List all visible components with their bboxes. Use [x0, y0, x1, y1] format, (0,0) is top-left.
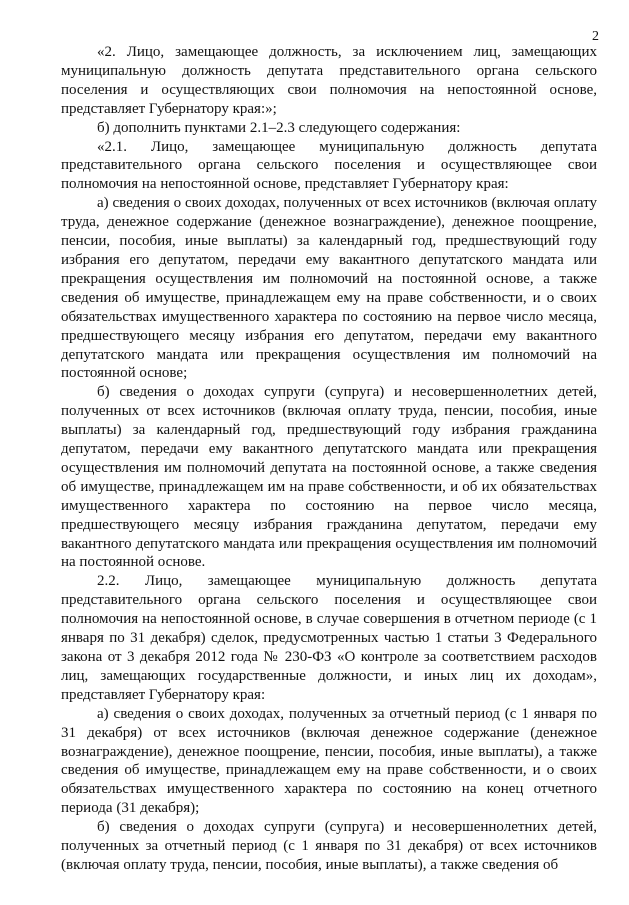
page-number: 2	[592, 29, 599, 44]
paragraph-clause-2-1: «2.1. Лицо, замещающее муниципальную должность депутата представительного органа сельского поселения и осуществляющее свои полномочия на непостоянной основе, представляет Губернатору края:	[61, 138, 597, 193]
paragraph-clause-2-2: 2.2. Лицо, замещающее муниципальную должность депутата представительного органа сельского поселения и осуществляющее свои полномочия на непостоянной основе, в случае совершения в отчетном периоде (с 1 января по 31 декабря) сделок, предусмотренных частью 1 статьи 3 Федерального закона от 3 декабря 2012 года № 230-ФЗ «О контроле за соответствием расходов лиц, замещающих государственные должности, и иных лиц их доходам», представляет Губернатору края:	[61, 573, 597, 703]
paragraph-clause-2-1-a: а) сведения о своих доходах, полученных от всех источников (включая оплату труда, денежное содержание (денежное вознаграждение), денежное поощрение, пенсии, пособия, иные выплаты) за календарный год, предшествующий году избрания его депутатом, передачи ему вакантного депутатского мандата или прекращения осуществления им полномочий на постоянной основе, а также сведения об имуществе, принадлежащем ему на праве собственности, и о своих обязательствах имущественного характера по состоянию на первое число месяца, предшествующего месяцу избрания его депутатом, передачи ему вакантного депутатского мандата или прекращения осуществления им полномочий на постоянной основе;	[61, 195, 597, 382]
paragraph-clause-2: «2. Лицо, замещающее должность, за исключением лиц, замещающих муниципальную должность депутата представительного органа сельского поселения и осуществляющих свои полномочия на непостоянной основе, представляет Губернатору края:»;	[61, 44, 597, 117]
paragraph-clause-2-2-a: а) сведения о своих доходах, полученных за отчетный период (с 1 января по 31 декабря) от всех источников (включая денежное содержание (денежное вознаграждение), денежное поощрение, пенсии, пособия, иные выплаты), а также сведения об имуществе, принадлежащем ему на праве собственности, и о своих обязательствах имущественного характера по состоянию на конец отчетного периода (31 декабря);	[61, 705, 597, 817]
document-body	[61, 43, 597, 875]
paragraph-amendment-b: б) дополнить пунктами 2.1–2.3 следующего содержания:	[97, 119, 461, 136]
paragraph-clause-2-1-b: б) сведения о доходах супруги (супруга) и несовершеннолетних детей, полученных от всех источников (включая оплату труда, пенсии, пособия, иные выплаты) за календарный год, предшествующий году избрания гражданина депутатом, передачи ему вакантного депутатского мандата или прекращения осуществления им полномочий депутата на постоянной основе, а также сведения об имуществе, принадлежащем им на праве собственности, и об их обязательствах имущественного характера по состоянию на первое число месяца, предшествующего месяцу избрания гражданина депутатом, передачи ему вакантного депутатского мандата или прекращения осуществления им полномочий на постоянной основе.	[61, 384, 597, 571]
paragraph-clause-2-2-b: б) сведения о доходах супруги (супруга) и несовершеннолетних детей, полученных за отчетный период (с 1 января по 31 декабря) от всех источников (включая оплату труда, пенсии, пособия, иные выплаты), а также сведения об	[61, 819, 597, 873]
